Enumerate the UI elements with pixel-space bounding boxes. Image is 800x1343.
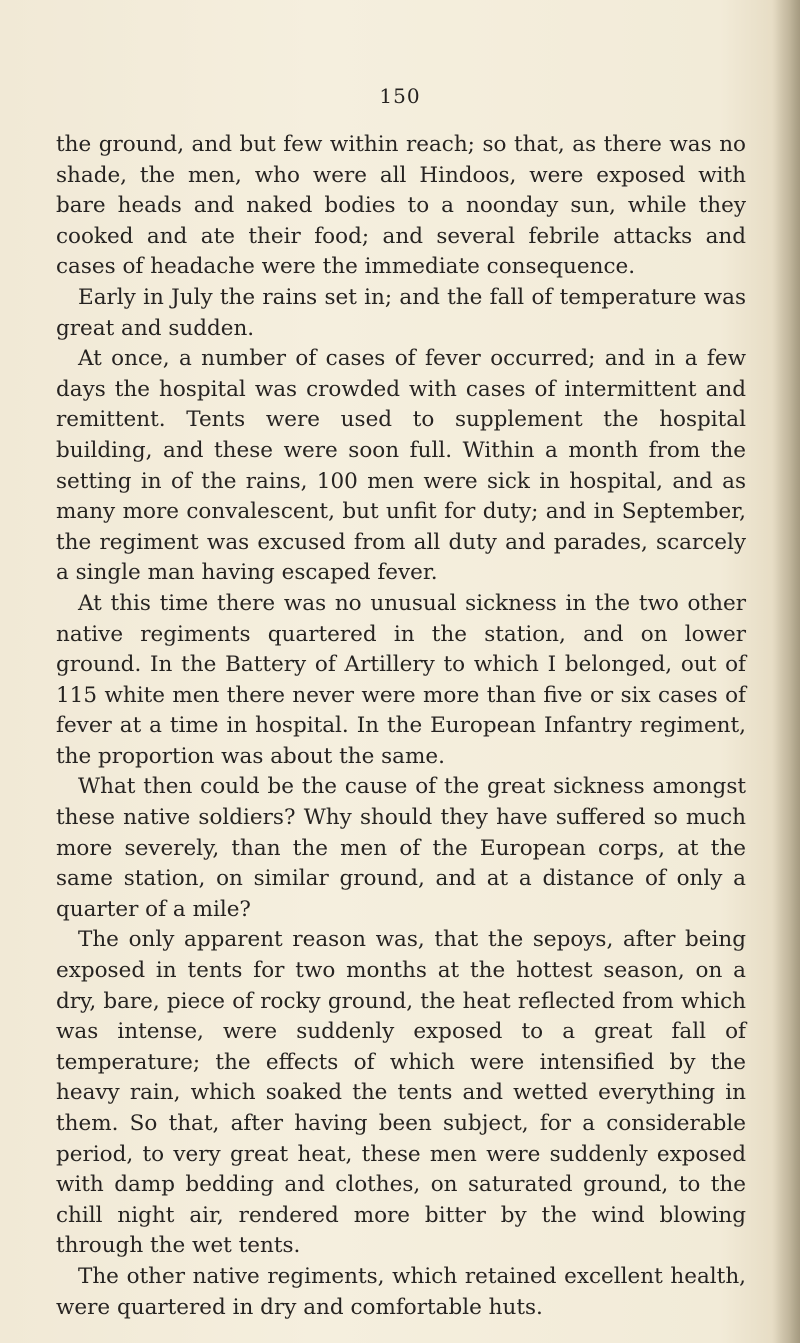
paragraph-2: Early in July the rains set in; and the fall of temperature was great and sudden. xyxy=(56,284,746,341)
paragraph-3: At once, a number of cases of fever occurred; and in a few days the hospital was crowded with cases of intermittent and remittent. Tents were used to supplement the hospital building, and these were soon full. Within a month from the setting in of the rains, 100 men were sick in hospital, and as many more convalescent, but unfit for duty; and in September, the regiment was excused from all duty and parades, scarcely a single man having escaped fever. xyxy=(56,346,746,586)
paragraph-1: the ground, and but few within reach; so that, as there was no shade, the men, who were all Hindoos, were exposed with bare heads and naked bodies to a noonday sun, while they cooked and ate their food; and several febrile attacks and cases of headache were the immediate consequence. xyxy=(56,132,746,280)
page-number: 150 xyxy=(379,84,421,108)
paragraph-6: The only apparent reason was, that the sepoys, after being exposed in tents for two months at the hottest season, on a dry, bare, piece of rocky ground, the heat reflected from which was intense, were suddenly exposed to a great fall of temperature; the effects of which were intensified by the heavy rain, which soaked the tents and wetted everything in them. So that, after having been subject, for a considerable period, to very great heat, these men were suddenly exposed with damp bedding and clothes, on saturated ground, to the chill night air, rendered more bitter by the wind blowing through the wet tents. xyxy=(56,927,746,1259)
paragraph-7: The other native regiments, which retained excellent health, were quartered in dry and comfortable huts. xyxy=(56,1263,746,1320)
paragraph-4: At this time there was no unusual sickness in the two other native regiments quartered in the station, and on lower ground. In the Battery of Artillery to which I belonged, out of 115 white men there never were more than five or six cases of fever at a time in hospital. In the European Infantry regiment, the proportion was about the same. xyxy=(56,590,746,769)
body-text xyxy=(56,130,746,1323)
page-edge-shadow xyxy=(772,0,800,1343)
paragraph-5: What then could be the cause of the great sickness amongst these native soldiers? Why should they have suffered so much more severely, than the men of the European corps, at the same station, on similar ground, and at a distance of only a quarter of a mile? xyxy=(56,774,746,922)
